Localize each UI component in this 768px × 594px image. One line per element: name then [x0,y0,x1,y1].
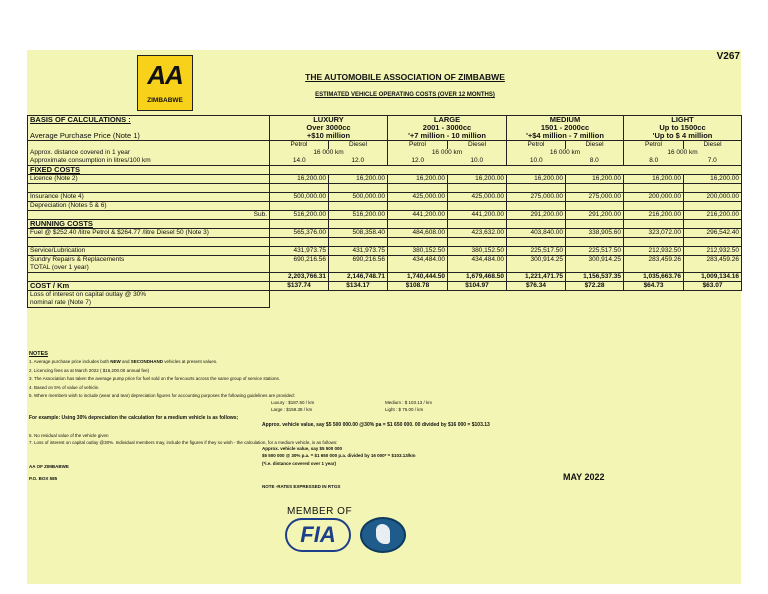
guideline-medium: Medium : $ 103.13 / km [385,399,433,405]
group-price-medium: '+$4 million - 7 million [507,132,624,141]
group-cc-luxury: Over 3000cc [270,124,388,132]
table-cell: 16,200.00 [329,175,388,184]
subtotal-row [28,211,742,220]
group-price-light: 'Up to $ 4 million [624,132,742,141]
spacer-row [28,184,742,193]
table-cell: 516,200.00 [270,211,329,220]
table-cell: 425,000.00 [448,193,507,202]
running-costs-header-row [28,220,742,229]
depreciation-guidelines [29,399,729,414]
table-cell: 516,200.00 [329,211,388,220]
member-of-label: MEMBER OF [287,506,353,517]
interest-label: Loss of interest on capital outlay @ 30% [28,291,270,300]
aa-logo [137,55,193,111]
logo-aa-text: AA [147,60,183,90]
example-calculation: Approx. vehicle value, say $5 500 000.00 @30% pa = $1 650 000. 00 divided by $16 000 = $103.13 [262,422,490,428]
group-price-luxury: +$10 million [270,132,388,141]
fuel-type: Diesel [448,141,507,150]
distance-value: 16 000 km [624,149,742,157]
table-cell: 12.0 [329,157,388,166]
operating-costs-table [27,115,742,308]
table-cell: 423,632.00 [448,229,507,238]
table-cell: 10.0 [507,157,566,166]
licence-label: Licence (Note 2) [28,175,270,184]
insurance-label: Insurance (Note 4) [28,193,270,202]
licence-row [28,175,742,184]
basis-label: BASIS OF CALCULATIONS : [28,116,270,125]
note-7-calc-3: (*i.e. distance covered over 1 year) [262,460,337,466]
note-1: 1. Average purchase price includes both NEW and SECONDHAND vehicles at present values. [29,359,218,364]
table-cell: 225,517.50 [566,247,624,256]
table-cell: 1,221,471.75 [507,273,566,282]
table-cell: 434,484.00 [388,256,448,265]
table-cell: 431,973.75 [270,247,329,256]
total-row [28,273,742,282]
table-cell: 291,200.00 [507,211,566,220]
logo-country-text: ZIMBABWE [147,97,183,104]
notes-title: NOTES [29,351,48,357]
po-box: P.O. BOX 585 [29,476,58,481]
table-cell: 200,000.00 [624,193,684,202]
table-cell: 441,200.00 [448,211,507,220]
note-7-calc-2: $5 500 000 @ 30% p.a. = $1 650 000 p.a. divided by 16 000* = $103.13/km [262,453,416,458]
fuel-type: Petrol [270,141,329,150]
table-cell: 434,484.00 [448,256,507,265]
sundry-label: Sundry Repairs & Replacements [28,256,270,265]
distance-value: 16 000 km [507,149,624,157]
fuel-label: Fuel @ $252.40 /litre Petrol & $264.77 /litre Diesel 50 (Note 3) [28,229,270,238]
table-cell: 8.0 [624,157,684,166]
table-cell: 225,517.50 [507,247,566,256]
table-cell: 216,200.00 [624,211,684,220]
table-cell: 8.0 [566,157,624,166]
document-code: V267 [716,51,740,62]
guideline-light: Light : $ 75.00 / km [385,406,424,412]
insurance-row [28,193,742,202]
table-cell: 1,740,444.50 [388,273,448,282]
service-row [28,247,742,256]
cost-per-km-row [28,282,742,291]
table-cell: 16,200.00 [684,175,742,184]
interest-row-2 [28,299,742,308]
table-cell: 10.0 [448,157,507,166]
table-cell: 275,000.00 [507,193,566,202]
table-cell: 1,035,663.76 [624,273,684,282]
distance-label: Approx. distance covered in 1 year [28,149,270,157]
table-cell: 216,200.00 [684,211,742,220]
table-cell: $134.17 [329,282,388,291]
fuel-type: Petrol [624,141,684,150]
header-row-price [28,132,742,141]
table-cell: 425,000.00 [388,193,448,202]
total-label: TOTAL (over 1 year) [28,264,270,273]
table-cell: 16,200.00 [566,175,624,184]
fuel-type: Diesel [684,141,742,150]
table-cell: 1,009,134.16 [684,273,742,282]
group-cc-light: Up to 1500cc [624,124,742,132]
table-cell: 508,358.40 [329,229,388,238]
table-cell: 431,973.75 [329,247,388,256]
fuel-type: Diesel [566,141,624,150]
fuel-type: Petrol [507,141,566,150]
note-6: 6. No residual value of the vehicle given [29,432,109,438]
header-row-group-names [28,116,742,125]
depreciation-row [28,202,742,211]
group-cc-large: 2001 - 3000cc [388,124,507,132]
header-row-cc [28,124,742,132]
fuel-type: Diesel [329,141,388,150]
table-cell: 16,200.00 [388,175,448,184]
guideline-large: Large : $159.38 / km [271,406,313,412]
consumption-row [28,157,742,166]
org-name: AA OF ZIMBABWE [29,464,69,469]
distance-row [28,149,742,157]
note-7: 7. Loss of interest on capital outlay @30%. Individual members may, include the figures if they so wish - the calculation, for a medium vehicle, is as follows: [29,440,338,445]
group-cc-medium: 1501 - 2000cc [507,124,624,132]
table-cell: 16,200.00 [448,175,507,184]
table-cell: 2,146,748.71 [329,273,388,282]
table-cell: 380,152.50 [388,247,448,256]
consumption-label: Approximate consumption in litres/100 km [28,157,270,166]
group-name-medium: MEDIUM [507,116,624,125]
table-cell: 484,608.00 [388,229,448,238]
table-cell: 690,216.56 [329,256,388,265]
fia-logo: FIA [285,518,351,552]
table-cell: $72.28 [566,282,624,291]
table-cell: 12.0 [388,157,448,166]
depreciation-label: Depreciation (Notes 5 & 6) [28,202,270,211]
table-cell: 300,914.25 [507,256,566,265]
service-label: Service/Lubrication [28,247,270,256]
table-cell: $104.97 [448,282,507,291]
distance-value: 16 000 km [388,149,507,157]
table-cell: 690,216.56 [270,256,329,265]
table-cell: 200,000.00 [684,193,742,202]
table-cell: 14.0 [270,157,329,166]
table-cell: 7.0 [684,157,742,166]
table-cell: 380,152.50 [448,247,507,256]
note-2: 2. Licencing fees as at March 2022 ( $16,200.00 annual fee) [29,367,150,373]
group-name-light: LIGHT [624,116,742,125]
example-heading: For example: Using 30% depreciation the calculation for a medium vehicle is as follows; [29,414,239,421]
table-cell: 16,200.00 [624,175,684,184]
table-cell: $63.07 [684,282,742,291]
africa-shape [376,524,390,544]
table-cell: 565,376.00 [270,229,329,238]
interest-row-1 [28,291,742,300]
note-7-calc-1: Approx. vehicle value, say $5 500 000 [262,445,343,451]
table-cell: 1,679,468.50 [448,273,507,282]
table-cell: 283,459.26 [684,256,742,265]
fuel-type-row [28,141,742,150]
fuel-row [28,229,742,238]
guideline-luxury: Luxury : $187.50 / km [271,399,315,405]
table-cell: 2,203,766.31 [270,273,329,282]
distance-value: 16 000 km [270,149,388,157]
table-cell: 16,200.00 [270,175,329,184]
rates-note: NOTE -RATES EXPRESSED IN RTGS [262,484,341,489]
group-name-large: LARGE [388,116,507,125]
table-cell: 1,156,537.35 [566,273,624,282]
table-cell: $137.74 [270,282,329,291]
table-cell: 212,932.50 [684,247,742,256]
table-cell: 500,000.00 [329,193,388,202]
sundry-row [28,256,742,265]
table-cell: $108.78 [388,282,448,291]
table-cell: $76.34 [507,282,566,291]
note-3: 3. The Association has taken the average pump price for fuel sold on the forecourts across the same group of service stations. [29,376,281,381]
table-cell: 338,905.60 [566,229,624,238]
page-title: THE AUTOMOBILE ASSOCIATION OF ZIMBABWE [305,72,505,82]
total-label-row [28,264,742,273]
note-4: 4. Based on 5% of value of vehicle. [29,384,100,390]
notes-block [29,359,729,466]
fixed-costs-header-row [28,166,742,175]
group-price-large: '+7 million - 10 million [388,132,507,141]
table-cell: 441,200.00 [388,211,448,220]
table-cell: 283,459.26 [624,256,684,265]
group-name-luxury: LUXURY [270,116,388,125]
report-month: MAY 2022 [563,472,605,482]
cost-per-km-label: COST / Km [28,282,270,291]
subtotal-label: Sub. [28,211,270,220]
table-cell: 500,000.00 [270,193,329,202]
note-5: 5. Where members wish to include (wear and tear) depreciation figures for accounting purposes the following guidelines are provided: [29,393,295,398]
fuel-type: Petrol [388,141,448,150]
table-cell: 323,072.00 [624,229,684,238]
page-subtitle: ESTIMATED VEHICLE OPERATING COSTS (OVER 12 MONTHS) [315,92,495,98]
table-cell: 300,914.25 [566,256,624,265]
fixed-costs-label: FIXED COSTS [28,166,270,175]
table-cell: 16,200.00 [507,175,566,184]
table-cell: 275,000.00 [566,193,624,202]
table-cell: 296,542.40 [684,229,742,238]
running-costs-label: RUNNING COSTS [28,220,270,229]
table-cell: 403,840.00 [507,229,566,238]
interest-label-2: nominal rate (Note 7) [28,299,270,308]
table-cell: 291,200.00 [566,211,624,220]
table-cell: $64.73 [624,282,684,291]
table-cell: 212,932.50 [624,247,684,256]
purchase-price-label: Average Purchase Price (Note 1) [28,132,270,141]
africa-globe-icon [360,517,406,553]
spacer-row [28,238,742,247]
